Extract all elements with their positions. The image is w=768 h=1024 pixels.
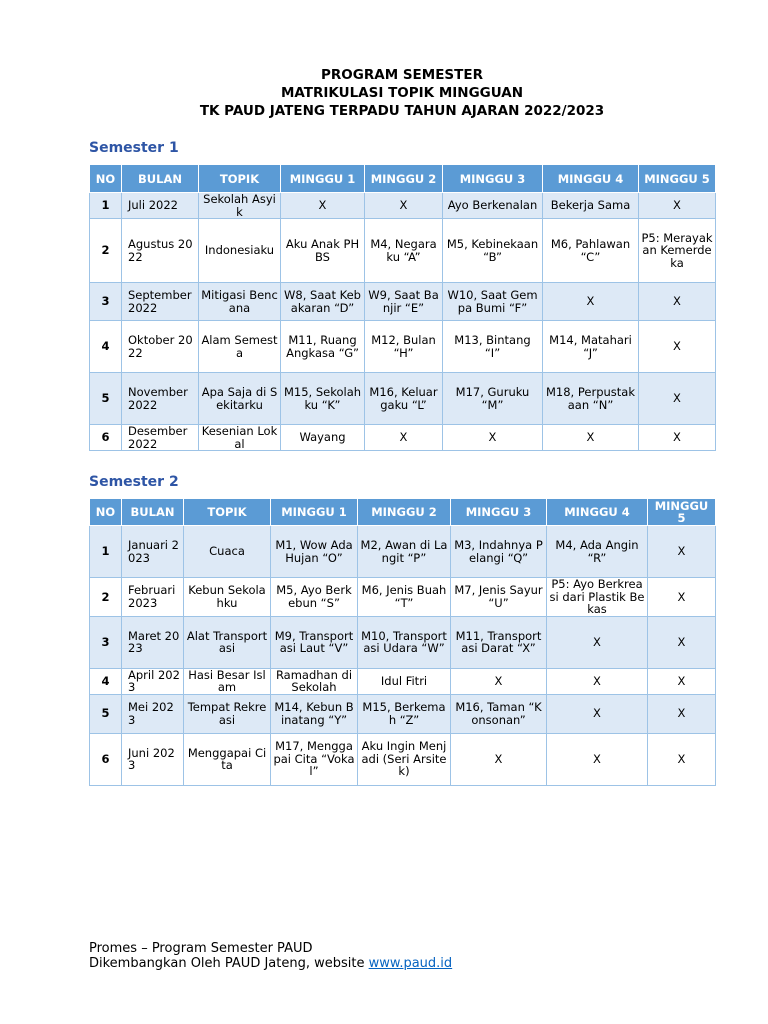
table-row xyxy=(90,219,716,283)
document-title xyxy=(0,66,768,120)
table-row xyxy=(90,321,716,373)
footer-line-2 xyxy=(89,956,452,971)
header-minggu-4: MINGGU 4 xyxy=(543,165,639,193)
footer-credit: Dikembangkan Oleh PAUD Jateng, website xyxy=(89,956,369,971)
footer xyxy=(89,941,452,971)
cell-minggu-3: M3, Indahnya Pelangi “Q” xyxy=(451,526,547,578)
header-minggu-5: MINGGU 5 xyxy=(639,165,716,193)
cell-minggu-3: W10, Saat Gempa Bumi “F” xyxy=(443,283,543,321)
cell-bulan: Juli 2022 xyxy=(122,193,199,219)
title-line-1: PROGRAM SEMESTER xyxy=(321,67,483,83)
semester-2-header xyxy=(90,499,716,526)
cell-minggu-5: X xyxy=(639,193,716,219)
cell-bulan: November 2022 xyxy=(122,373,199,425)
cell-minggu-5: X xyxy=(648,578,716,617)
cell-no: 2 xyxy=(90,578,122,617)
cell-no: 4 xyxy=(90,668,122,694)
table-row xyxy=(90,694,716,733)
cell-minggu-1: M9, Transportasi Laut “V” xyxy=(271,616,358,668)
cell-minggu-4: X xyxy=(547,733,648,785)
cell-minggu-1: M15, Sekolahku “K” xyxy=(281,373,365,425)
header-bulan: BULAN xyxy=(122,165,199,193)
table-row xyxy=(90,668,716,694)
cell-minggu-4: M14, Matahari “J” xyxy=(543,321,639,373)
cell-minggu-2: M15, Berkemah “Z” xyxy=(358,694,451,733)
cell-minggu-4: M4, Ada Angin “R” xyxy=(547,526,648,578)
cell-minggu-3: M13, Bintang “I” xyxy=(443,321,543,373)
cell-minggu-2: M2, Awan di Langit “P” xyxy=(358,526,451,578)
cell-minggu-4: Bekerja Sama xyxy=(543,193,639,219)
cell-no: 5 xyxy=(90,373,122,425)
cell-minggu-2: M6, Jenis Buah “T” xyxy=(358,578,451,617)
header-no: NO xyxy=(90,165,122,193)
cell-bulan: Mei 2023 xyxy=(122,694,184,733)
header-minggu-4: MINGGU 4 xyxy=(547,499,648,526)
cell-bulan: Juni 2023 xyxy=(122,733,184,785)
cell-minggu-5: X xyxy=(648,526,716,578)
cell-minggu-2: Idul Fitri xyxy=(358,668,451,694)
cell-minggu-3: M5, Kebinekaan “B” xyxy=(443,219,543,283)
cell-no: 1 xyxy=(90,526,122,578)
header-minggu-3: MINGGU 3 xyxy=(451,499,547,526)
cell-minggu-4: X xyxy=(543,425,639,451)
cell-topik: Kebun Sekolahku xyxy=(184,578,271,617)
footer-line-1: Promes – Program Semester PAUD xyxy=(89,941,313,956)
cell-minggu-1: W8, Saat Kebakaran “D” xyxy=(281,283,365,321)
cell-minggu-3: X xyxy=(443,425,543,451)
title-line-3: TK PAUD JATENG TERPADU TAHUN AJARAN 2022/2023 xyxy=(199,103,605,119)
cell-minggu-4: M18, Perpustakaan “N” xyxy=(543,373,639,425)
cell-topik: Cuaca xyxy=(184,526,271,578)
header-minggu-1: MINGGU 1 xyxy=(271,499,358,526)
semester-2-table xyxy=(89,498,716,786)
cell-minggu-2: W9, Saat Banjir “E” xyxy=(365,283,443,321)
cell-minggu-2: X xyxy=(365,193,443,219)
table-row xyxy=(90,578,716,617)
cell-bulan: April 2023 xyxy=(122,668,184,694)
header-minggu-1: MINGGU 1 xyxy=(281,165,365,193)
semester-1-heading: Semester 1 xyxy=(89,140,179,156)
cell-minggu-5: P5: Merayakan Kemerdeka xyxy=(639,219,716,283)
cell-minggu-5: X xyxy=(639,321,716,373)
cell-minggu-4: X xyxy=(547,668,648,694)
cell-topik: Alam Semesta xyxy=(199,321,281,373)
cell-minggu-1: Wayang xyxy=(281,425,365,451)
cell-minggu-2: M16, Keluargaku “L” xyxy=(365,373,443,425)
cell-minggu-4: X xyxy=(543,283,639,321)
cell-topik: Indonesiaku xyxy=(199,219,281,283)
table-row xyxy=(90,283,716,321)
cell-topik: Hasi Besar Islam xyxy=(184,668,271,694)
table-row xyxy=(90,425,716,451)
cell-minggu-1: M14, Kebun Binatang “Y” xyxy=(271,694,358,733)
semester-1-table xyxy=(89,164,716,451)
cell-no: 1 xyxy=(90,193,122,219)
cell-no: 3 xyxy=(90,616,122,668)
cell-minggu-1: M5, Ayo Berkebun “S” xyxy=(271,578,358,617)
cell-bulan: Februari 2023 xyxy=(122,578,184,617)
cell-minggu-3: M17, Guruku “M” xyxy=(443,373,543,425)
table-row xyxy=(90,526,716,578)
cell-minggu-3: X xyxy=(451,733,547,785)
cell-minggu-2: Aku Ingin Menjadi (Seri Arsitek) xyxy=(358,733,451,785)
cell-topik: Alat Transportasi xyxy=(184,616,271,668)
cell-no: 3 xyxy=(90,283,122,321)
header-minggu-5: MINGGU 5 xyxy=(648,499,716,526)
cell-bulan: Agustus 2022 xyxy=(122,219,199,283)
cell-minggu-3: Ayo Berkenalan xyxy=(443,193,543,219)
semester-2-rows xyxy=(90,526,716,786)
header-minggu-2: MINGGU 2 xyxy=(365,165,443,193)
header-minggu-3: MINGGU 3 xyxy=(443,165,543,193)
cell-no: 2 xyxy=(90,219,122,283)
cell-bulan: September 2022 xyxy=(122,283,199,321)
cell-minggu-3: M16, Taman “Konsonan” xyxy=(451,694,547,733)
cell-no: 6 xyxy=(90,733,122,785)
title-line-2: MATRIKULASI TOPIK MINGGUAN xyxy=(280,85,524,101)
website-link[interactable]: www.paud.id xyxy=(368,956,453,971)
cell-minggu-2: M4, Negaraku “A” xyxy=(365,219,443,283)
cell-minggu-2: M10, Transportasi Udara “W” xyxy=(358,616,451,668)
cell-minggu-4: P5: Ayo Berkreasi dari Plastik Bekas xyxy=(547,578,648,617)
cell-minggu-1: M17, Menggapai Cita “Vokal” xyxy=(271,733,358,785)
cell-minggu-4: X xyxy=(547,694,648,733)
cell-minggu-1: Ramadhan di Sekolah xyxy=(271,668,358,694)
header-no: NO xyxy=(90,499,122,526)
semester-2-heading: Semester 2 xyxy=(89,474,179,490)
table-row xyxy=(90,193,716,219)
cell-no: 6 xyxy=(90,425,122,451)
header-topik: TOPIK xyxy=(184,499,271,526)
cell-topik: Sekolah Asyik xyxy=(199,193,281,219)
cell-minggu-5: X xyxy=(648,616,716,668)
cell-minggu-5: X xyxy=(639,283,716,321)
cell-minggu-3: X xyxy=(451,668,547,694)
cell-minggu-5: X xyxy=(639,425,716,451)
table-row xyxy=(90,373,716,425)
table-row xyxy=(90,616,716,668)
cell-no: 4 xyxy=(90,321,122,373)
header-bulan: BULAN xyxy=(122,499,184,526)
cell-minggu-5: X xyxy=(639,373,716,425)
cell-bulan: Januari 2023 xyxy=(122,526,184,578)
header-topik: TOPIK xyxy=(199,165,281,193)
cell-topik: Menggapai Cita xyxy=(184,733,271,785)
table-row xyxy=(90,733,716,785)
cell-bulan: Maret 2023 xyxy=(122,616,184,668)
cell-topik: Apa Saja di Sekitarku xyxy=(199,373,281,425)
cell-minggu-5: X xyxy=(648,694,716,733)
cell-minggu-1: X xyxy=(281,193,365,219)
cell-minggu-2: X xyxy=(365,425,443,451)
cell-minggu-4: M6, Pahlawan “C” xyxy=(543,219,639,283)
cell-minggu-1: Aku Anak PHBS xyxy=(281,219,365,283)
cell-minggu-1: M1, Wow Ada Hujan “O” xyxy=(271,526,358,578)
cell-no: 5 xyxy=(90,694,122,733)
cell-bulan: Oktober 2022 xyxy=(122,321,199,373)
cell-minggu-3: M11, Transportasi Darat “X” xyxy=(451,616,547,668)
cell-minggu-1: M11, Ruang Angkasa “G” xyxy=(281,321,365,373)
cell-topik: Tempat Rekreasi xyxy=(184,694,271,733)
cell-minggu-3: M7, Jenis Sayur “U” xyxy=(451,578,547,617)
cell-topik: Mitigasi Bencana xyxy=(199,283,281,321)
header-minggu-2: MINGGU 2 xyxy=(358,499,451,526)
semester-1-rows xyxy=(90,193,716,451)
semester-1-header xyxy=(90,165,716,193)
cell-minggu-5: X xyxy=(648,668,716,694)
cell-minggu-4: X xyxy=(547,616,648,668)
cell-topik: Kesenian Lokal xyxy=(199,425,281,451)
cell-minggu-2: M12, Bulan “H” xyxy=(365,321,443,373)
cell-bulan: Desember 2022 xyxy=(122,425,199,451)
cell-minggu-5: X xyxy=(648,733,716,785)
